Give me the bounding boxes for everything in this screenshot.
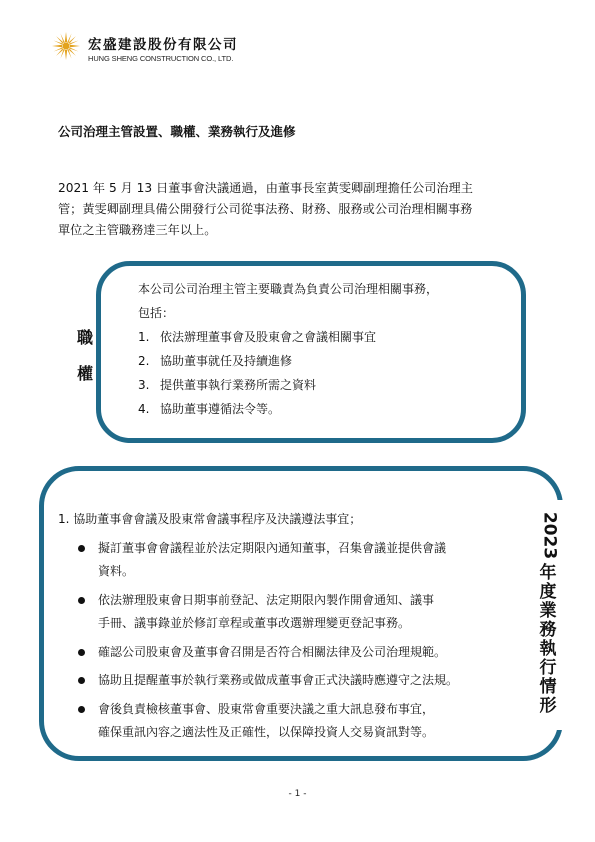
duty-item	[138, 373, 510, 397]
duties-side-label	[77, 320, 93, 392]
bullet-line: 會後負責檢核董事會、股東常會重要決議之重大訊息發布事宜，	[98, 701, 435, 716]
duty-item-number: 4.	[138, 402, 150, 416]
intro-line: 單位之主管職務達三年以上。	[58, 223, 217, 237]
duty-item-number: 1.	[138, 330, 150, 344]
bullet-line: 確認公司股東會及董事會召開是否符合相關法律及公司治理規範。	[98, 644, 447, 659]
duty-item	[138, 397, 510, 421]
side-char: 度	[539, 582, 557, 602]
company-name: 宏盛建設股份有限公司	[88, 37, 238, 53]
intro-line: 管；黃雯卿副理具備公開發行公司從事法務、財務、服務或公司治理相關事務	[58, 202, 473, 216]
side-char: 形	[539, 696, 557, 716]
duty-item-text: 提供董事執行業務所需之資料	[160, 378, 317, 392]
duty-item	[138, 325, 510, 349]
intro-line: 2021 年 5 月 13 日董事會決議通過，由董事長室黃雯卿副理擔任公司治理主	[58, 181, 473, 195]
bullet-dot-icon	[78, 677, 85, 684]
duties-intro-line: 包括：	[138, 306, 175, 320]
duty-item-text: 協助董事就任及持續進修	[160, 354, 293, 368]
side-char: 年	[539, 563, 557, 583]
execution-side-label	[534, 506, 562, 716]
bullet-line: 資料。	[98, 564, 135, 578]
section-title: 公司治理主管設置、職權、業務執行及進修	[58, 124, 296, 139]
duty-item-text: 依法辦理董事會及股東會之會議相關事宜	[160, 330, 377, 344]
duties-intro-line: 本公司公司治理主管主要職責為負責公司治理相關事務，	[138, 282, 439, 296]
execution-content	[58, 508, 510, 745]
bullet-item	[58, 698, 510, 745]
bullet-dot-icon	[78, 597, 85, 604]
bullet-dot-icon	[78, 545, 85, 552]
side-char: 業	[539, 601, 557, 621]
duty-item	[138, 349, 510, 373]
bullet-item	[58, 537, 510, 584]
side-char: 務	[539, 620, 557, 640]
company-name-en: HUNG SHENG CONSTRUCTION CO., LTD.	[88, 54, 234, 63]
execution-heading: 1. 協助董事會會議及股東常會議事程序及決議遵法事宜；	[58, 512, 362, 526]
bullet-line: 依法辦理股東會日期事前登記、法定期限內製作開會通知、議事	[98, 592, 435, 607]
duties-content	[138, 277, 510, 421]
side-char: 行	[539, 658, 557, 678]
sunburst-logo-icon	[50, 30, 82, 62]
side-char: 情	[539, 677, 557, 697]
bullet-dot-icon	[78, 706, 85, 713]
bullet-line: 協助且提醒董事於執行業務或做成董事會正式決議時應遵守之法規。	[98, 673, 459, 687]
duty-item-text: 協助董事遵循法令等。	[160, 402, 281, 416]
duty-item-number: 3.	[138, 378, 150, 392]
bullet-item	[58, 589, 510, 636]
bullet-item	[58, 669, 510, 693]
side-year-text: 2023	[539, 511, 560, 560]
side-char: 權	[77, 364, 94, 383]
page-number: - 1 -	[288, 789, 307, 799]
intro-paragraph	[58, 178, 546, 241]
bullet-line: 擬訂董事會會議程並於法定期限內通知董事，召集會議並提供會議	[98, 540, 447, 555]
bullet-line: 確保重訊內容之適法性及正確性，以保障投資人交易資訊對等。	[98, 725, 435, 739]
side-char: 執	[539, 639, 557, 659]
bullet-item	[58, 641, 510, 665]
side-year	[534, 506, 562, 564]
bullet-line: 手冊、議事錄並於修訂章程或董事改選辦理變更登記事務。	[98, 616, 411, 630]
side-char: 職	[77, 328, 94, 347]
duty-item-number: 2.	[138, 354, 150, 368]
bullet-dot-icon	[78, 649, 85, 656]
